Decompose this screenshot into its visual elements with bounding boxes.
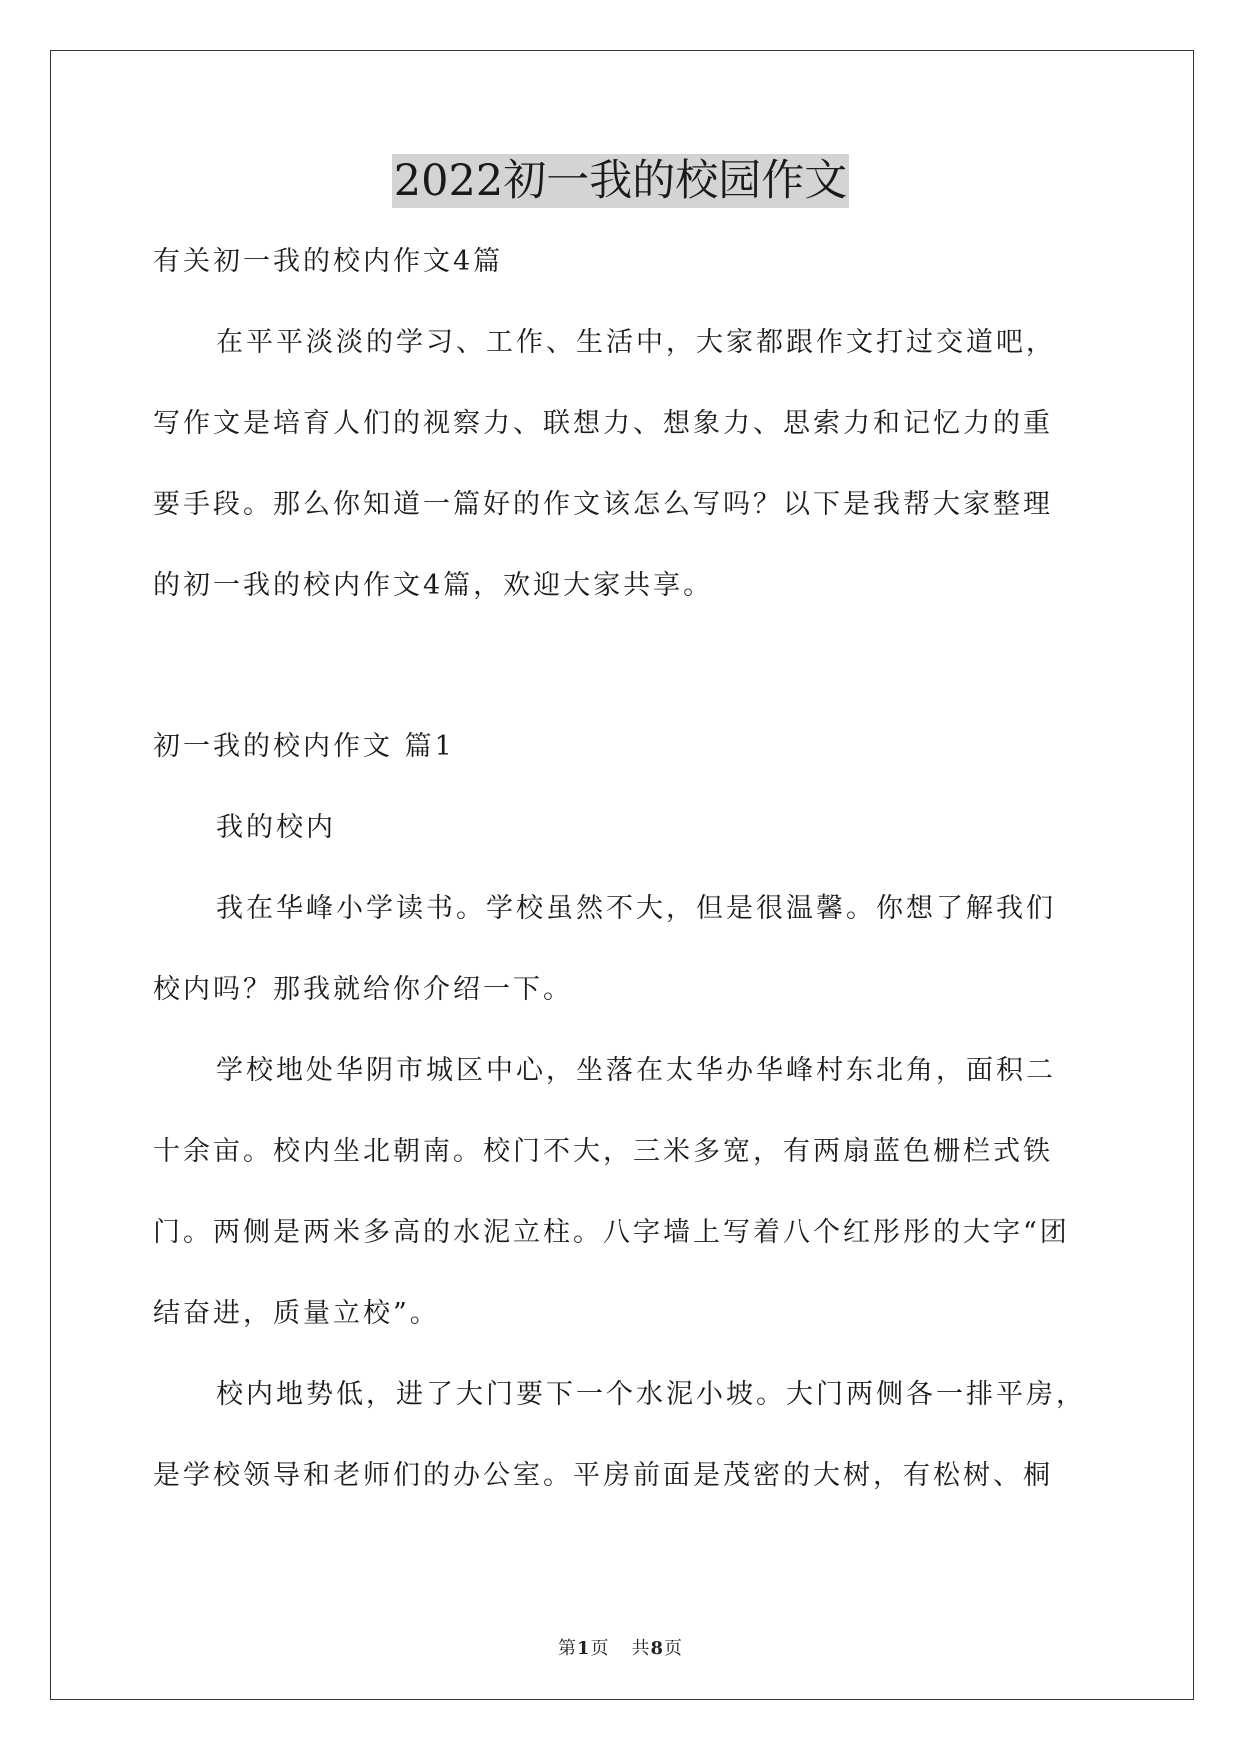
- page-footer: [0, 1634, 1241, 1660]
- paragraph-line: 学校地处华阴市城区中心，坐落在太华办华峰村东北角，面积二: [216, 1055, 1056, 1086]
- total-suffix: 页: [664, 1638, 684, 1659]
- page-suffix: 页: [590, 1638, 610, 1659]
- paragraph-line: 十余亩。校内坐北朝南。校门不大，三米多宽，有两扇蓝色栅栏式铁: [153, 1136, 1053, 1167]
- page-number: 1: [576, 1638, 591, 1659]
- total-prefix: 共: [631, 1638, 651, 1659]
- paragraph-line: 结奋进，质量立校”。: [153, 1298, 440, 1329]
- total-pages: 8: [650, 1638, 665, 1659]
- intro-line: 在平平淡淡的学习、工作、生活中，大家都跟作文打过交道吧，: [216, 327, 1056, 358]
- paragraph-line: 校内地势低，进了大门要下一个水泥小坡。大门两侧各一排平房，: [216, 1379, 1086, 1410]
- document-subtitle: 有关初一我的校内作文4篇: [153, 246, 504, 277]
- section-heading: 初一我的校内作文 篇1: [153, 731, 455, 762]
- paragraph-line: 校内吗？那我就给你介绍一下。: [153, 974, 573, 1005]
- document-body: [153, 237, 1093, 1532]
- intro-line: 写作文是培育人们的视察力、联想力、想象力、思索力和记忆力的重: [153, 408, 1053, 439]
- document-title: [0, 152, 1241, 210]
- section-gap: [153, 642, 1093, 722]
- paragraph-line: 是学校领导和老师们的办公室。平房前面是茂密的大树，有松树、桐: [153, 1460, 1053, 1491]
- document-title-text: 2022初一我的校园作文: [393, 156, 848, 206]
- intro-line: 的初一我的校内作文4篇，欢迎大家共享。: [153, 570, 714, 601]
- paragraph-line: 门。两侧是两米多高的水泥立柱。八字墙上写着八个红彤彤的大字“团: [153, 1217, 1070, 1248]
- intro-line: 要手段。那么你知道一篇好的作文该怎么写吗？以下是我帮大家整理: [153, 489, 1053, 520]
- paragraph-line: 我在华峰小学读书。学校虽然不大，但是很温馨。你想了解我们: [216, 893, 1056, 924]
- page-prefix: 第: [557, 1638, 577, 1659]
- essay-title: 我的校内: [216, 812, 336, 843]
